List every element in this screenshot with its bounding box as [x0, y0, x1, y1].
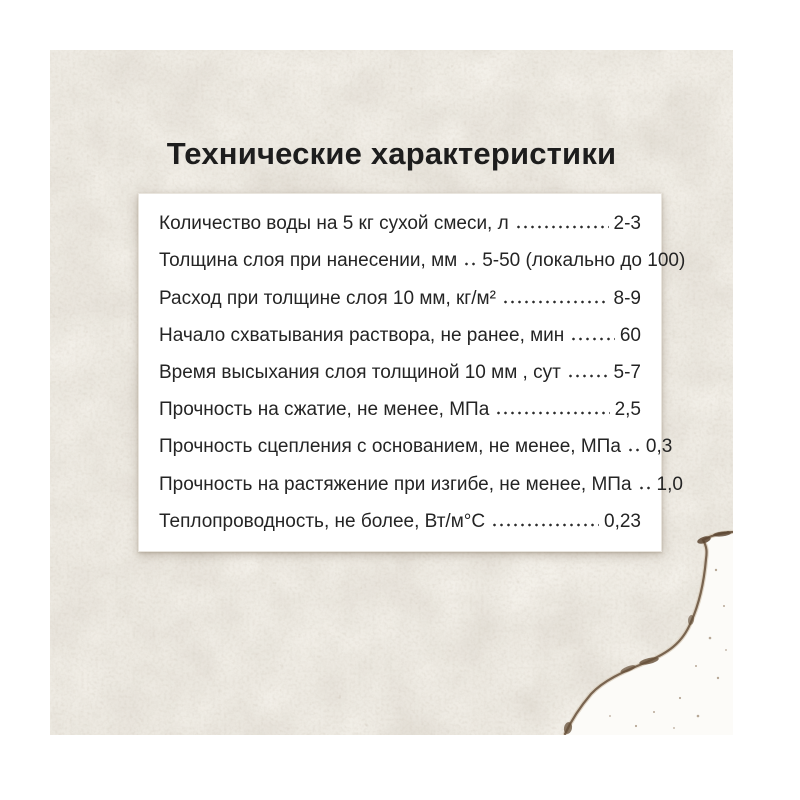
spec-row — [159, 466, 683, 503]
specs-card — [138, 193, 686, 552]
spec-value: 0,23 — [604, 510, 641, 532]
spec-value: 2,5 — [614, 399, 641, 421]
spec-label: Толщина слоя при нанесении, мм — [159, 250, 458, 272]
dot-leader — [502, 300, 609, 304]
page-title: Технические характеристики — [166, 136, 617, 171]
spec-value: 8-9 — [613, 287, 641, 309]
spec-value: 2-3 — [613, 213, 641, 235]
dot-leader — [491, 523, 599, 527]
spec-label: Количество воды на 5 кг сухой смеси, л — [159, 213, 509, 235]
spec-row — [159, 354, 641, 391]
spec-value: 0,3 — [645, 436, 673, 458]
dot-leader — [463, 262, 477, 266]
dot-leader — [570, 337, 615, 341]
plaster-wall-photo — [50, 50, 733, 735]
spec-value: 5-7 — [613, 361, 641, 383]
spec-label: Время высыхания слоя толщиной 10 мм , сут — [159, 361, 561, 383]
dot-leader — [627, 448, 641, 452]
spec-label: Прочность сцепления с основанием, не менее, МПа — [159, 436, 621, 458]
spec-row — [159, 205, 641, 242]
spec-label: Начало схватывания раствора, не ранее, мин — [159, 324, 565, 346]
spec-label: Теплопроводность, не более, Вт/м°С — [159, 510, 486, 532]
spec-value: 5-50 (локально до 100) — [482, 250, 686, 272]
spec-row — [159, 391, 641, 428]
dot-leader — [638, 486, 652, 490]
spec-label: Расход при толщине слоя 10 мм, кг/м² — [159, 287, 496, 309]
spec-row — [159, 242, 686, 279]
spec-row — [159, 503, 641, 540]
dot-leader — [495, 411, 609, 415]
dot-leader — [515, 225, 609, 229]
spec-row — [159, 428, 673, 465]
spec-row — [159, 280, 641, 317]
spec-value: 1,0 — [656, 473, 683, 495]
spec-value: 60 — [619, 324, 641, 346]
spec-label: Прочность на растяжение при изгибе, не менее, МПа — [159, 473, 632, 495]
spec-row — [159, 317, 641, 354]
dot-leader — [567, 374, 609, 378]
spec-label: Прочность на сжатие, не менее, МПа — [159, 399, 490, 421]
